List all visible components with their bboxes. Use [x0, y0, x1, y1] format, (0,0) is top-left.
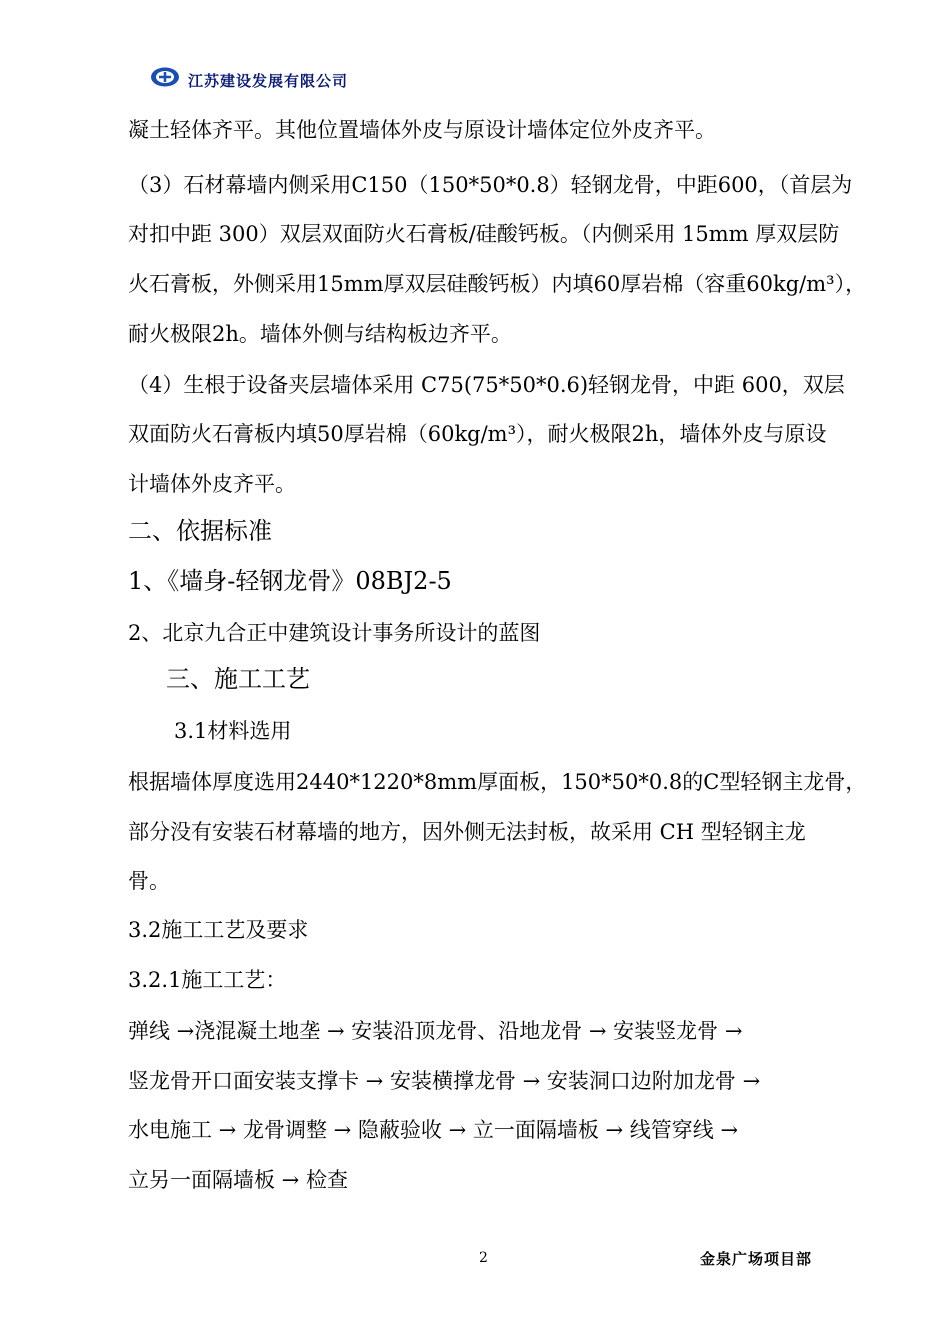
- process-line: 竖龙骨开口面安装支撑卡 → 安装横撑龙骨 → 安装洞口边附加龙骨 →: [128, 1069, 761, 1093]
- text-line: 根据墙体厚度选用2440*1220*8mm厚面板，150*50*0.8的C型轻钢主龙骨，: [128, 770, 867, 794]
- project-name: 金泉广场项目部: [700, 1250, 813, 1268]
- subsection-heading: 3.2.1施工工艺：: [128, 968, 287, 992]
- process-line: 立另一面隔墙板 → 检查: [128, 1168, 348, 1192]
- process-line: 弹线 →浇混凝土地垄 → 安装沿顶龙骨、沿地龙骨 → 安装竖龙骨 →: [128, 1019, 743, 1043]
- text-line: 对扣中距 300）双层双面防火石膏板/硅酸钙板。（内侧采用 15mm 厚双层防: [128, 222, 840, 246]
- text-line: 骨。: [128, 869, 170, 893]
- text-line: 火石膏板，外侧采用15mm厚双层硅酸钙板）内填60厚岩棉（容重60kg/m³），: [128, 272, 867, 296]
- section-heading: 二、依据标准: [128, 517, 272, 545]
- text-line: 部分没有安装石材幕墙的地方，因外侧无法封板，故采用 CH 型轻钢主龙: [128, 820, 806, 844]
- page-number: 2: [479, 1250, 488, 1266]
- text-line: 耐火极限2h。墙体外侧与结构板边齐平。: [128, 322, 512, 346]
- text-line: 凝土轻体齐平。其他位置墙体外皮与原设计墙体定位外皮齐平。: [128, 118, 716, 142]
- text-line: （3）石材幕墙内侧采用C150（150*50*0.8）轻钢龙骨，中距600，（首层为: [128, 173, 853, 197]
- company-logo-icon: [150, 66, 180, 88]
- section-heading: 三、施工工艺: [166, 665, 310, 693]
- subsection-heading: 3.1材料选用: [174, 719, 292, 743]
- list-item: 2、北京九合正中建筑设计事务所设计的蓝图: [128, 621, 541, 645]
- list-item: 1、《墙身-轻钢龙骨》08BJ2-5: [128, 567, 452, 595]
- text-line: （4）生根于设备夹层墙体采用 C75(75*50*0.6)轻钢龙骨，中距 600，双层: [128, 373, 845, 397]
- subsection-heading: 3.2施工工艺及要求: [128, 918, 309, 942]
- company-name: 江苏建设发展有限公司: [188, 72, 349, 90]
- text-line: 双面防火石膏板内填50厚岩棉（60kg/m³），耐火极限2h，墙体外皮与原设: [128, 422, 827, 446]
- process-line: 水电施工 → 龙骨调整 → 隐蔽验收 → 立一面隔墙板 → 线管穿线 →: [128, 1118, 739, 1142]
- text-line: 计墙体外皮齐平。: [128, 472, 296, 496]
